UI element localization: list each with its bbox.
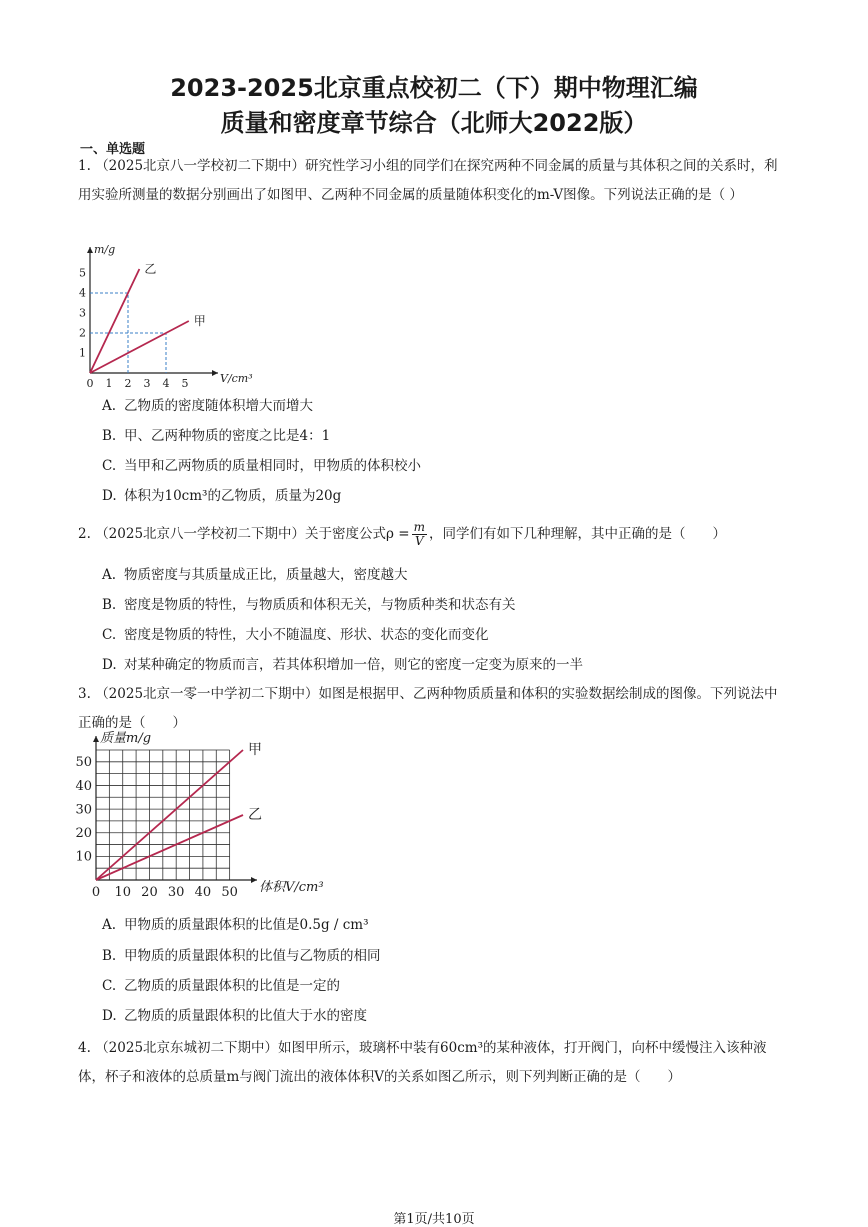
page-footer: 第1页/共10页 bbox=[393, 1212, 475, 1227]
q2-option-d: D. 对某种确定的物质而言，若其体积增加一倍，则它的密度一定变为原来的一半 bbox=[102, 657, 583, 673]
x-tick-label: 50 bbox=[221, 885, 238, 900]
page-title-line2: 质量和密度章节综合（北师大2022版） bbox=[220, 109, 648, 137]
x-tick-label: 30 bbox=[167, 885, 185, 900]
x-tick-label: 1 bbox=[105, 377, 113, 390]
y-axis-label: 质量m/g bbox=[100, 731, 152, 746]
series-label-乙: 乙 bbox=[144, 262, 157, 276]
density-formula: $\frac{m}{V}$ bbox=[413, 520, 425, 548]
x-tick-label: 0 bbox=[86, 377, 94, 390]
y-tick-label: 30 bbox=[75, 802, 92, 818]
y-tick-label: 5 bbox=[79, 266, 86, 280]
x-axis-label: V/cm³ bbox=[220, 372, 253, 385]
q1-option-d: D. 体积为10cm³的乙物质，质量为20g bbox=[102, 488, 342, 504]
y-tick-label: 10 bbox=[75, 849, 92, 865]
x-axis-arrow bbox=[212, 370, 218, 376]
y-tick-label: 2 bbox=[79, 326, 86, 340]
y-axis-label: m/g bbox=[94, 243, 116, 256]
q3-option-d: D. 乙物质的质量跟体积的比值大于水的密度 bbox=[102, 1008, 367, 1024]
x-tick-label: 0 bbox=[91, 885, 101, 900]
q2-option-b: B. 密度是物质的特性，与物质质和体积无关，与物质种类和状态有关 bbox=[102, 597, 516, 613]
q1-option-b: B. 甲、乙两种物质的密度之比是4：1 bbox=[102, 428, 331, 444]
chart-q1 bbox=[72, 238, 272, 388]
chart-q3 bbox=[70, 731, 324, 900]
y-tick-label: 20 bbox=[75, 826, 92, 842]
x-tick-label: 5 bbox=[181, 377, 189, 390]
series-label-甲: 甲 bbox=[193, 314, 206, 328]
q1-option-a: A. 乙物质的密度随体积增大而增大 bbox=[102, 398, 313, 414]
x-axis-arrow bbox=[251, 877, 257, 883]
x-tick-label: 4 bbox=[162, 377, 170, 390]
series-label-甲: 甲 bbox=[248, 742, 262, 758]
y-tick-label: 40 bbox=[75, 778, 92, 794]
question-3-stem: 3. （2025北京一零一中学初二下期中）如图是根据甲、乙两种物质质量和体积的实验数据绘制成的图像。下列说法中正确的是（ ） bbox=[78, 686, 778, 731]
series-label-乙: 乙 bbox=[248, 807, 262, 823]
y-tick-label: 50 bbox=[75, 755, 92, 771]
question-2-stem: 2. （2025北京八一学校初二下期中）关于密度公式ρ = $\frac{m}{V}$ ，同学们有如下几种理解，其中正确的是（ ） bbox=[78, 520, 726, 548]
q2-option-a: A. 物质密度与其质量成正比，质量越大，密度越大 bbox=[102, 567, 408, 583]
series-line-甲 bbox=[90, 321, 189, 373]
x-tick-label: 2 bbox=[124, 377, 132, 390]
page-title-line1: 2023-2025北京重点校初二（下）期中物理汇编 bbox=[170, 74, 698, 102]
x-axis-label: 体积V/cm³ bbox=[259, 880, 324, 895]
series-line-乙 bbox=[96, 815, 243, 880]
q2-option-c: C. 密度是物质的特性，大小不随温度、形状、状态的变化而变化 bbox=[102, 627, 489, 643]
y-axis-arrow bbox=[87, 247, 93, 253]
question-1-stem: 1. （2025北京八一学校初二下期中）研究性学习小组的同学们在探究两种不同金属的质量与其体积之间的关系时，利用实验所测量的数据分别画出了如图甲、乙两种不同金属的质量随体积变化的m-V图像。下列说法正确的是（ ） bbox=[78, 158, 778, 203]
y-tick-label: 1 bbox=[79, 346, 86, 360]
x-tick-label: 20 bbox=[141, 885, 158, 900]
q3-option-a: A. 甲物质的质量跟体积的比值是0.5g / cm³ bbox=[102, 917, 369, 933]
y-tick-label: 3 bbox=[79, 306, 86, 320]
q1-option-c: C. 当甲和乙两物质的质量相同时，甲物质的体积校小 bbox=[102, 458, 421, 474]
section-heading: 一、单选题 bbox=[80, 142, 146, 157]
series-line-乙 bbox=[90, 269, 139, 373]
y-tick-label: 4 bbox=[79, 286, 86, 300]
series-line-甲 bbox=[96, 750, 243, 880]
q3-option-b: B. 甲物质的质量跟体积的比值与乙物质的相同 bbox=[102, 948, 381, 964]
q3-option-c: C. 乙物质的质量跟体积的比值是一定的 bbox=[102, 978, 340, 994]
x-tick-label: 3 bbox=[143, 377, 151, 390]
x-tick-label: 40 bbox=[194, 885, 212, 900]
x-tick-label: 10 bbox=[114, 885, 132, 900]
question-4-stem: 4. （2025北京东城初二下期中）如图甲所示，玻璃杯中装有60cm³的某种液体，打开阀门，向杯中缓慢注入该种液体，杯子和液体的总质量m与阀门流出的液体体积V的关系如图乙所示，则下列判断正确的是（ ） bbox=[78, 1040, 767, 1085]
